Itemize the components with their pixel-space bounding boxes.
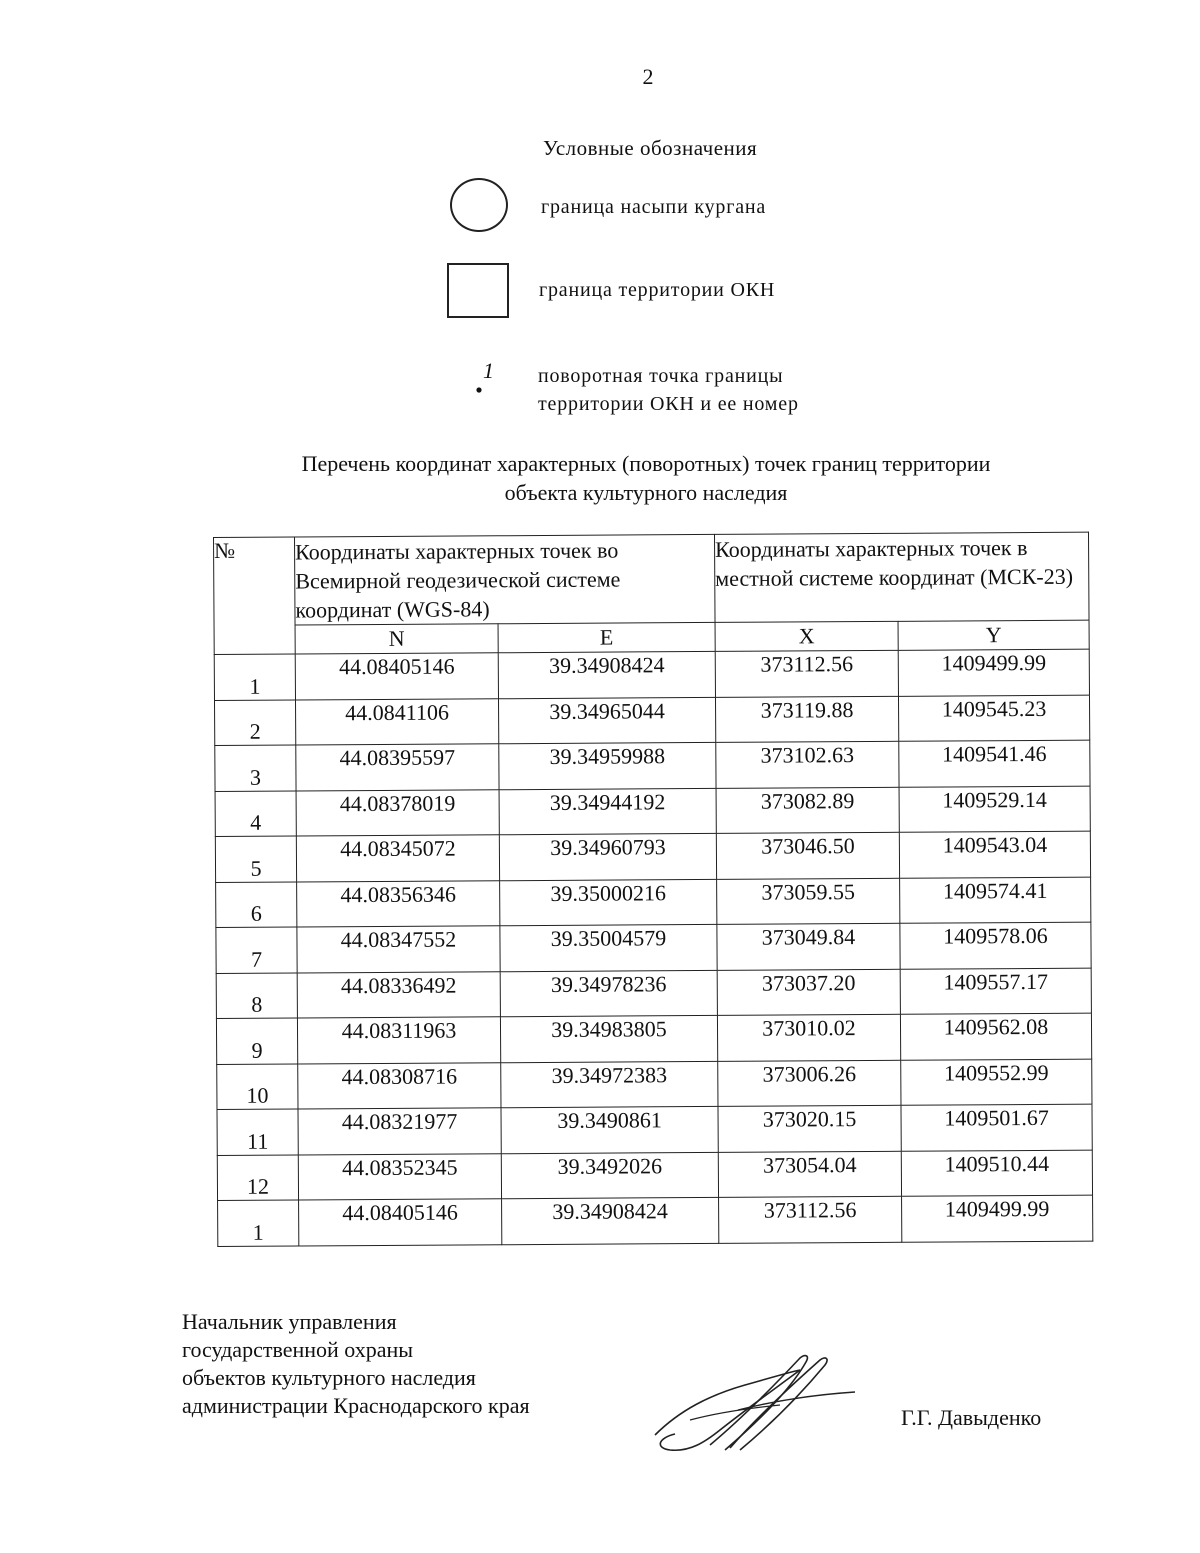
table-row — [214, 649, 1089, 700]
legend-title: Условные обозначения — [543, 136, 758, 160]
row-number: 5 — [215, 836, 296, 882]
row-number: 2 — [214, 699, 295, 745]
cell-x: 373020.15 — [718, 1105, 901, 1152]
row-number: 8 — [216, 972, 297, 1018]
cell-n: 44.08336492 — [297, 971, 500, 1018]
cell-e: 39.34908424 — [498, 651, 715, 698]
row-number: 1 — [214, 654, 295, 700]
cell-e: 39.34908424 — [502, 1197, 719, 1244]
cell-x: 373119.88 — [715, 696, 898, 743]
legend-label-okn: граница территории ОКН — [539, 279, 776, 301]
cell-y: 1409552.99 — [901, 1059, 1092, 1106]
cell-x: 373037.20 — [717, 969, 900, 1016]
cell-x: 373054.04 — [718, 1151, 901, 1198]
cell-e: 39.34983805 — [500, 1015, 717, 1062]
legend-label-turning-line1: поворотная точка границы — [538, 365, 784, 387]
cell-x: 373010.02 — [717, 1014, 900, 1061]
cell-e: 39.34959988 — [499, 742, 716, 789]
okn-territory-square-icon — [447, 263, 509, 318]
table-row — [214, 695, 1089, 746]
turning-point-icon — [472, 358, 512, 398]
header-n: N — [295, 624, 498, 654]
table-row — [216, 922, 1091, 973]
header-msk23: Координаты характерных точек в местной системе координат (МСК-23) — [714, 532, 1089, 622]
cell-n: 44.08308716 — [298, 1062, 501, 1109]
table-title-line1: Перечень координат характерных (поворотных) точек границ территории — [301, 451, 991, 476]
cell-e: 39.35000216 — [500, 879, 717, 926]
row-number: 4 — [215, 790, 296, 836]
cell-x: 373082.89 — [716, 787, 899, 834]
row-number: 9 — [216, 1018, 297, 1064]
table-row — [218, 1195, 1093, 1246]
cell-e: 39.35004579 — [500, 924, 717, 971]
cell-x: 373112.56 — [715, 650, 898, 697]
cell-n: 44.08405146 — [295, 653, 498, 700]
cell-x: 373046.50 — [716, 832, 899, 879]
row-number: 10 — [217, 1063, 298, 1109]
header-wgs84: Координаты характерных точек во Всемирной геодезической системе координат (WGS-84) — [295, 534, 716, 625]
cell-e: 39.34978236 — [500, 970, 717, 1017]
table-row — [217, 1059, 1092, 1110]
row-number: 6 — [216, 881, 297, 927]
table-row — [216, 877, 1091, 928]
cell-n: 44.08321977 — [298, 1108, 501, 1155]
cell-x: 373006.26 — [718, 1060, 901, 1107]
coordinates-table — [213, 532, 1093, 1247]
cell-n: 44.08405146 — [299, 1199, 502, 1246]
cell-y: 1409574.41 — [900, 877, 1091, 924]
table-title-line2: объекта культурного наследия — [504, 480, 788, 505]
cell-n: 44.08311963 — [297, 1017, 500, 1064]
cell-n: 44.08352345 — [298, 1153, 501, 1200]
turning-point-marker: 1 — [483, 358, 494, 383]
cell-y: 1409562.08 — [900, 1013, 1091, 1060]
cell-x: 373112.56 — [719, 1196, 902, 1243]
row-number: 11 — [217, 1109, 298, 1155]
signatory-position-line: Начальник управления — [182, 1309, 397, 1334]
cell-y: 1409499.99 — [902, 1195, 1093, 1242]
cell-n: 44.08395597 — [296, 744, 499, 791]
signatory-position-line: объектов культурного наследия — [182, 1365, 476, 1390]
cell-y: 1409529.14 — [899, 786, 1090, 833]
table-title — [160, 449, 1132, 507]
row-number: 3 — [215, 745, 296, 791]
row-number: 7 — [216, 927, 297, 973]
cell-n: 44.08347552 — [297, 926, 500, 973]
cell-n: 44.08345072 — [296, 835, 499, 882]
cell-n: 44.08356346 — [297, 880, 500, 927]
table-row — [216, 968, 1091, 1019]
cell-x: 373049.84 — [717, 923, 900, 970]
cell-y: 1409541.46 — [899, 740, 1090, 787]
table-row — [215, 740, 1090, 791]
cell-e: 39.34944192 — [499, 788, 716, 835]
table-row — [216, 1013, 1091, 1064]
signatory-position — [182, 1308, 530, 1420]
cell-e: 39.34972383 — [501, 1061, 718, 1108]
cell-n: 44.08378019 — [296, 789, 499, 836]
cell-y: 1409543.04 — [899, 831, 1090, 878]
cell-x: 373059.55 — [717, 878, 900, 925]
legend-label-mound: граница насыпи кургана — [541, 196, 767, 218]
header-num: № — [214, 537, 296, 654]
coordinates-table-body — [214, 649, 1093, 1246]
mound-boundary-circle-icon — [450, 178, 508, 232]
legend-label-turning-point — [538, 362, 799, 418]
cell-y: 1409501.67 — [901, 1104, 1092, 1151]
table-row — [217, 1104, 1092, 1155]
cell-x: 373102.63 — [716, 741, 899, 788]
cell-e: 39.3492026 — [501, 1152, 718, 1199]
cell-e: 39.3490861 — [501, 1106, 718, 1153]
cell-y: 1409557.17 — [900, 968, 1091, 1015]
table-row — [215, 786, 1090, 837]
legend-label-turning-line2: территории ОКН и ее номер — [538, 393, 799, 415]
cell-y: 1409510.44 — [901, 1150, 1092, 1197]
header-e: E — [498, 622, 715, 652]
cell-y: 1409578.06 — [900, 922, 1091, 969]
cell-y: 1409545.23 — [898, 695, 1089, 742]
row-number: 1 — [218, 1200, 299, 1246]
cell-e: 39.34965044 — [498, 697, 715, 744]
page-number: 2 — [642, 64, 654, 89]
cell-y: 1409499.99 — [898, 649, 1089, 696]
handwritten-signature — [650, 1350, 860, 1460]
table-row — [215, 831, 1090, 882]
signatory-position-line: государственной охраны — [182, 1337, 414, 1362]
header-y: Y — [898, 620, 1089, 650]
cell-e: 39.34960793 — [499, 833, 716, 880]
table-row — [217, 1150, 1092, 1201]
cell-n: 44.0841106 — [295, 698, 498, 745]
row-number: 12 — [217, 1154, 298, 1200]
signatory-name: Г.Г. Давыденко — [901, 1405, 1042, 1430]
signatory-position-line: администрации Краснодарского края — [182, 1393, 530, 1418]
header-x: X — [715, 621, 898, 651]
